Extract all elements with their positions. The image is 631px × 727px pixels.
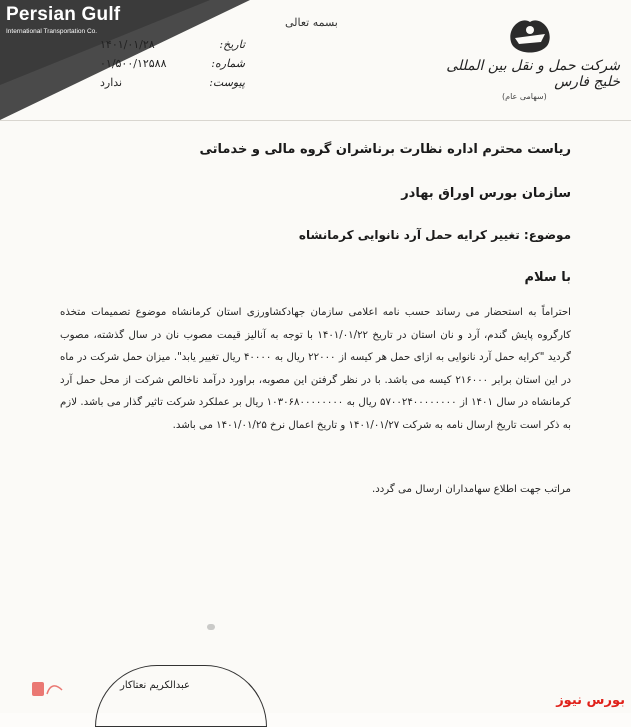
news-watermark-icon <box>30 678 64 700</box>
source-label: بورس نیوز <box>556 693 625 708</box>
meta-number-label: شماره: <box>211 57 245 70</box>
recipient-line-1: ریاست محترم اداره نظارت برناشران گروه مالی و خدماتی <box>199 142 571 157</box>
meta-number <box>100 57 245 76</box>
ink-smudge <box>207 624 215 630</box>
company-name: شرکت حمل و نقل بین المللی خلیج فارس <box>446 58 620 90</box>
signature-stamp <box>95 665 267 727</box>
greeting: با سلام <box>524 270 571 285</box>
letter-body: احتراماً به استحضار می رساند حسب نامه اعلامی سازمان جهادکشاورزی استان کرمانشاه موضوع تصمیمات متخذه کارگروه پایش گندم، آرد و نان استان در تاریخ ۱۴۰۱/۰۱/۲۲ با توجه به آنالیز قیمت مصوب نان در سال گذشته، مصوب گردید "کرایه حمل آرد نانوایی به ازای حمل هر کیسه از ۲۲۰۰۰ ریال به ۴۰۰۰۰ ریال تغییر یابد". میزان حمل شرکت در ماه در این استان برابر ۲۱۶۰۰۰ کیسه می باشد. با در نظر گرفتن این مصوبه، براورد درآمد ناخالص شرکت از محل حمل آرد کرمانشاه در سال ۱۴۰۱ از ۵۷۰۰۲۴۰۰۰۰۰۰۰۰ ریال به ۱۰۳۰۶۸۰۰۰۰۰۰۰۰ ریال بر عملکرد شرکت تاثیر گذار می باشد. لازم به ذکر است تاریخ ارسال نامه به شرکت ۱۴۰۱/۰۱/۲۷ و تاریخ اعمال نرخ ۱۴۰۱/۰۱/۲۵ می باشد. <box>60 307 572 431</box>
header-divider <box>0 120 631 121</box>
brand-name: Persian Gulf <box>6 4 121 25</box>
meta-date-value: ۱۴۰۱/۰۱/۲۸ <box>100 38 155 51</box>
brand-subtitle: International Transportation Co. <box>6 28 98 35</box>
meta-date <box>100 38 245 57</box>
meta-attachment <box>100 76 245 95</box>
company-type: (سهامی عام) <box>502 92 547 101</box>
letter-subject: موضوع: تغییر کرایه حمل آرد نانوایی کرمانشاه <box>298 228 571 242</box>
letter-meta <box>100 38 245 95</box>
letter-closing: مراتب جهت اطلاع سهامداران ارسال می گردد. <box>372 484 571 495</box>
meta-attachment-label: پیوست: <box>209 76 245 89</box>
company-logo-icon <box>505 12 555 62</box>
meta-date-label: تاریخ: <box>219 38 245 51</box>
recipient-line-2: سازمان بورس اوراق بهادر <box>401 186 571 201</box>
bismillah: بسمه تعالی <box>285 16 338 29</box>
meta-number-value: ۰۱/۵۰۰/۱۲۵۸۸ <box>100 57 167 70</box>
meta-attachment-value: ندارد <box>100 76 123 89</box>
signer-name: عبدالکریم نعتاکار <box>120 680 191 691</box>
